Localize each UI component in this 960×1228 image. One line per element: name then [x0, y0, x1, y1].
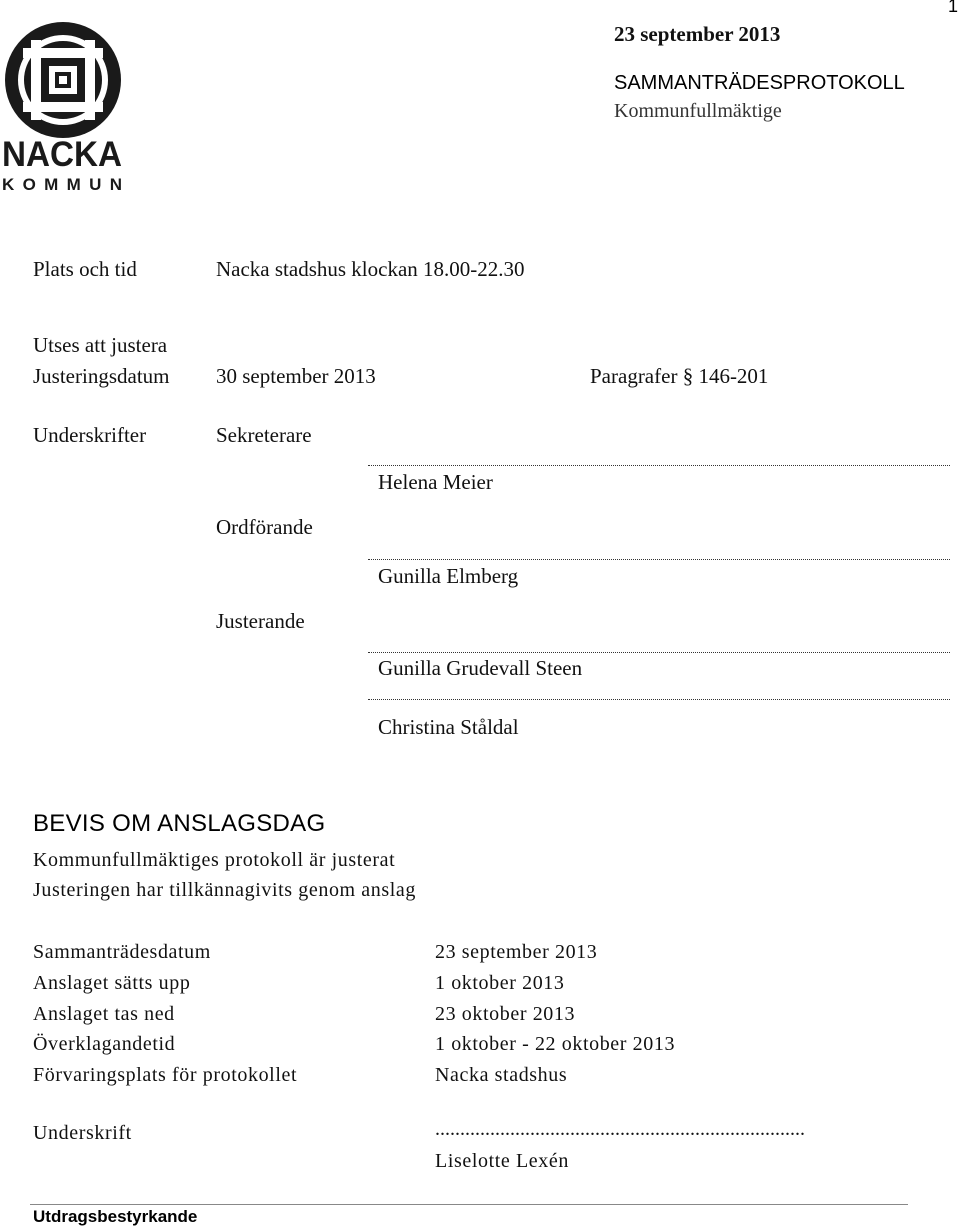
notice-row-value: 1 oktober 2013 — [435, 972, 565, 994]
notice-line-1: Kommunfullmäktiges protokoll är justerat — [33, 849, 396, 871]
appointed-label: Utses att justera — [33, 333, 168, 357]
nacka-kommun-logo — [0, 18, 126, 194]
notice-line-2: Justeringen har tillkännagivits genom anslag — [33, 879, 416, 901]
place-value: Nacka stadshus klockan 18.00-22.30 — [216, 257, 525, 281]
notice-row-label: Sammanträdesdatum — [33, 941, 211, 963]
paragraphs — [590, 364, 768, 389]
adjuster-role: Justerande — [216, 609, 305, 633]
adjustment-date-label: Justeringsdatum — [33, 364, 170, 388]
adjuster-name-2: Christina Ståldal — [378, 715, 519, 739]
paragraphs-label: Paragrafer — [590, 364, 678, 388]
notice-row-label: Anslaget sätts upp — [33, 972, 191, 994]
header-protocol-title: SAMMANTRÄDESPROTOKOLL — [614, 72, 905, 94]
notice-title: BEVIS OM ANSLAGSDAG — [33, 810, 326, 837]
notice-signature-label: Underskrift — [33, 1122, 132, 1144]
notice-row-value: 1 oktober - 22 oktober 2013 — [435, 1033, 676, 1055]
notice-row-value: 23 oktober 2013 — [435, 1003, 576, 1025]
header-body: Kommunfullmäktige — [614, 100, 782, 122]
footer-label: Utdragsbestyrkande — [33, 1207, 198, 1226]
notice-row-value: 23 september 2013 — [435, 941, 598, 963]
notice-row-value: Nacka stadshus — [435, 1064, 568, 1086]
header-date: 23 september 2013 — [614, 22, 781, 46]
nacka-emblem-icon — [0, 18, 126, 194]
footer-divider — [30, 1204, 908, 1205]
paragraphs-value: 146-201 — [698, 364, 769, 388]
notice-row-label: Överklagandetid — [33, 1033, 176, 1055]
chair-role: Ordförande — [216, 515, 313, 539]
logo-text-kommun: KOMMUN — [2, 175, 122, 194]
adjustment-date-value: 30 september 2013 — [216, 364, 376, 388]
chair-name: Gunilla Elmberg — [378, 564, 519, 588]
notice-row-label: Förvaringsplats för protokollet — [33, 1064, 298, 1086]
signatures-label: Underskrifter — [33, 423, 147, 447]
notice-signature-name: Liselotte Lexén — [435, 1150, 569, 1172]
notice-signature-line: .......................................................................... — [435, 1118, 805, 1140]
secretary-name: Helena Meier — [378, 470, 493, 494]
paragraph-symbol: § — [682, 364, 694, 388]
adjuster-signature-line-1 — [368, 652, 950, 653]
chair-signature-line — [368, 559, 950, 560]
logo-text-nacka: NACKA — [2, 135, 122, 174]
adjuster-name-1: Gunilla Grudevall Steen — [378, 656, 583, 680]
adjuster-signature-line-2 — [368, 699, 950, 700]
notice-row-label: Anslaget tas ned — [33, 1003, 175, 1025]
place-label: Plats och tid — [33, 257, 137, 281]
secretary-signature-line — [368, 465, 950, 466]
secretary-role: Sekreterare — [216, 423, 312, 447]
page-number: 1 — [947, 0, 958, 16]
